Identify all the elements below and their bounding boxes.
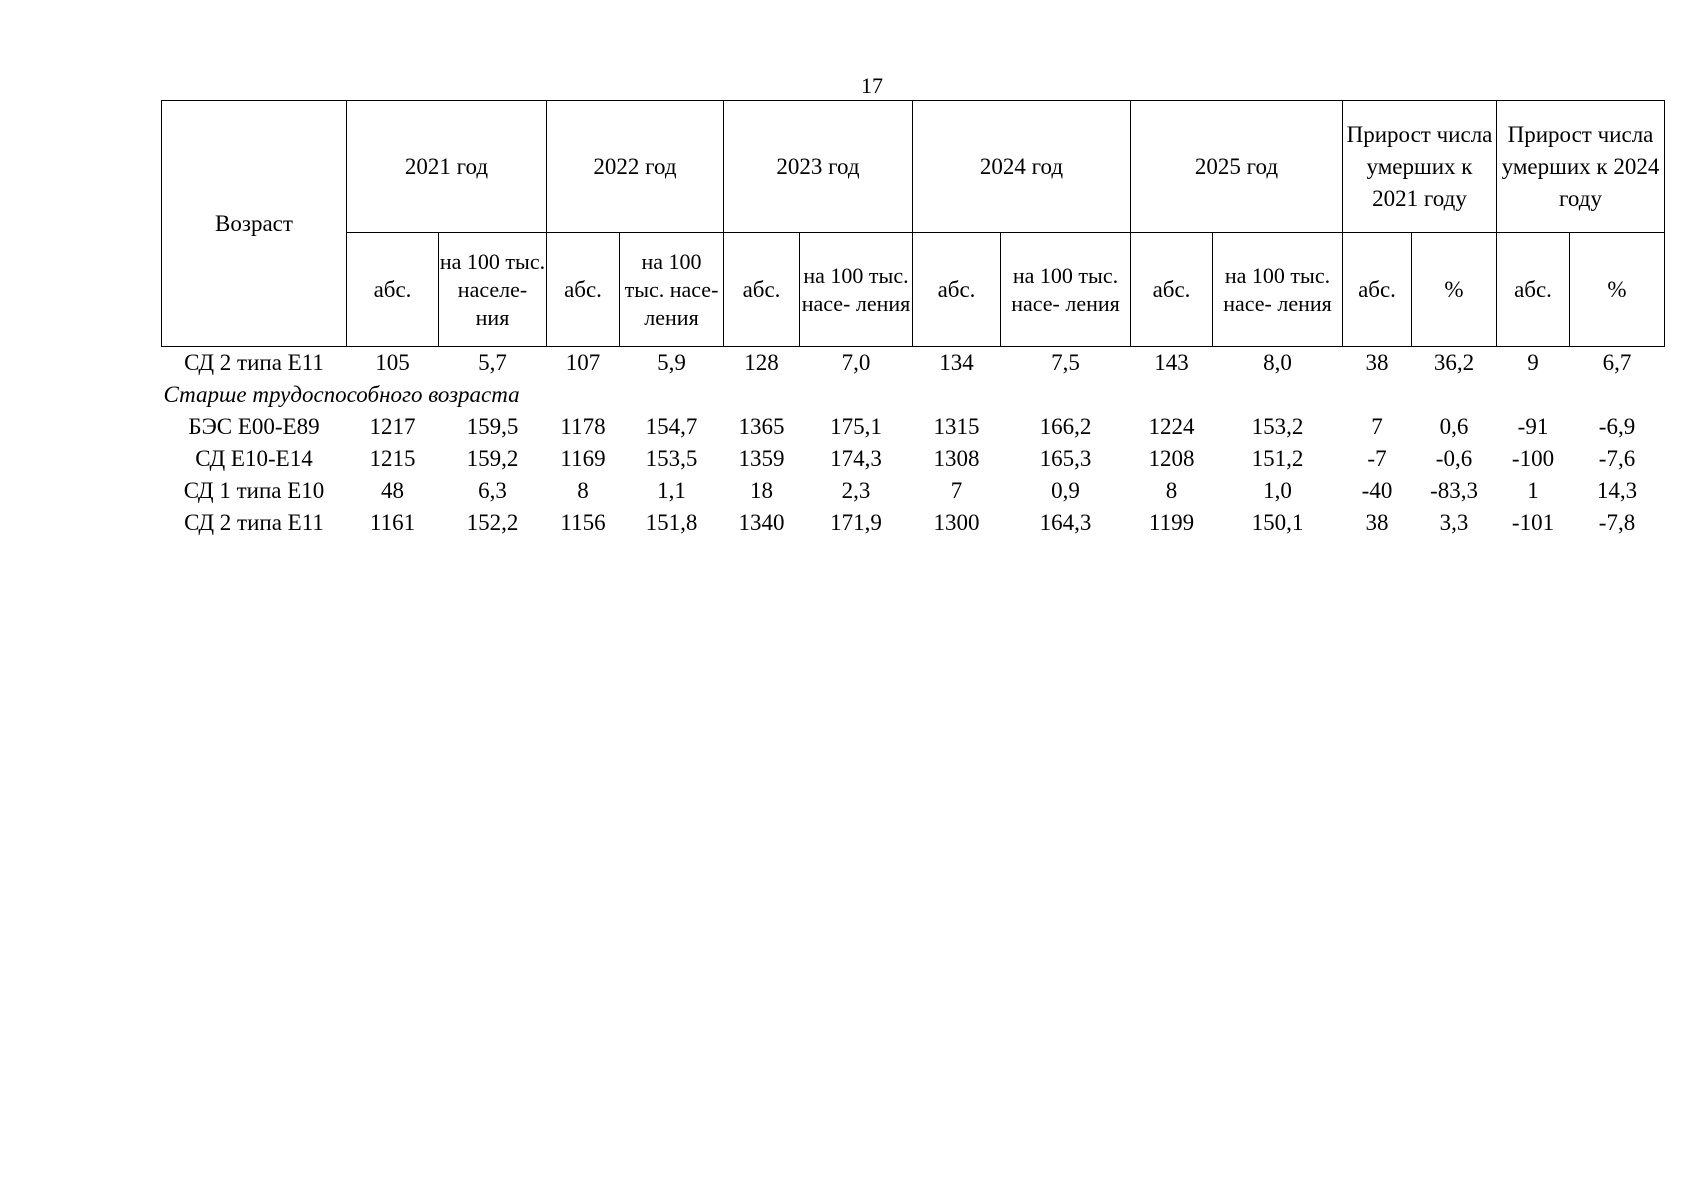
table-cell: 143 — [1154, 350, 1189, 376]
table-cell: -83,3 — [1430, 478, 1478, 503]
abs-subheader: абс. — [913, 233, 1001, 347]
table-cell: 1359 — [738, 446, 785, 471]
year-header: 2025 год — [1131, 101, 1343, 233]
table-cell: 1169 — [560, 446, 606, 471]
table-cell: 150,1 — [1251, 510, 1304, 535]
row-label: СД Е10-Е14 — [195, 446, 313, 471]
table-cell: 105 — [375, 350, 410, 376]
table-cell: 0,9 — [1051, 478, 1080, 503]
table-cell: 134 — [939, 350, 974, 376]
rate-subheader: на 100 тыс. насе- ления — [620, 233, 724, 347]
table-cell: 1178 — [560, 414, 606, 439]
table-cell: -100 — [1511, 446, 1555, 471]
rate-subheader: на 100 тыс. насе- ления — [1001, 233, 1131, 347]
year-header: 2024 год — [913, 101, 1131, 233]
table-body-top — [162, 347, 1665, 379]
growth-header: Прирост числа умерших к 2024 году — [1497, 101, 1665, 233]
table-cell: 36,2 — [1433, 350, 1475, 376]
table-cell: 152,2 — [466, 510, 519, 535]
table-cell: 38 — [1365, 510, 1389, 535]
abs-subheader: абс. — [724, 233, 800, 347]
table-cell: 1224 — [1148, 414, 1195, 439]
table-cell: 1365 — [738, 414, 785, 439]
percent-subheader: % — [1412, 233, 1497, 347]
table-body-bottom — [162, 411, 1665, 539]
year-header: 2022 год — [547, 101, 724, 233]
abs-subheader: абс. — [1343, 233, 1412, 347]
table-cell: 48 — [381, 478, 404, 503]
table-row — [162, 443, 1665, 475]
page-number: 17 — [861, 73, 883, 98]
table-cell: 3,3 — [1439, 510, 1469, 535]
year-header: 2021 год — [347, 101, 547, 233]
table-cell: 153,5 — [645, 446, 698, 471]
table-row — [162, 411, 1665, 443]
table-cell: 1,1 — [657, 478, 686, 503]
table-cell: 18 — [750, 478, 773, 503]
table-cell: -7,6 — [1598, 446, 1636, 471]
table-cell: 14,3 — [1596, 478, 1638, 503]
table-cell: -7,8 — [1598, 510, 1636, 535]
abs-subheader: абс. — [347, 233, 439, 347]
rate-subheader: на 100 тыс. насе- ления — [800, 233, 913, 347]
table-cell: -0,6 — [1435, 446, 1473, 471]
table-cell: -40 — [1361, 478, 1393, 503]
section-title — [162, 379, 1665, 411]
row-label: БЭС Е00-Е89 — [188, 414, 320, 439]
table-row — [162, 347, 1665, 379]
row-label: СД 1 типа Е10 — [183, 478, 325, 503]
table-cell: 5,7 — [478, 350, 507, 376]
table-cell: 7,0 — [841, 350, 871, 376]
table-cell: 6,7 — [1602, 350, 1632, 376]
table-cell: 107 — [565, 350, 601, 376]
section-title-text: Старше трудоспособного возраста — [163, 381, 520, 407]
table-row — [162, 507, 1665, 539]
table-cell: 166,2 — [1039, 414, 1092, 439]
table-cell: 174,3 — [830, 446, 882, 471]
table-cell: 1,0 — [1263, 478, 1292, 503]
table-cell: 1 — [1527, 478, 1539, 503]
table-cell: 1340 — [738, 510, 785, 535]
table-cell: 153,2 — [1251, 414, 1304, 439]
rate-subheader: на 100 тыс. насе- ления — [1213, 233, 1343, 347]
table-cell: -6,9 — [1598, 414, 1636, 439]
table-cell: 164,3 — [1039, 510, 1092, 535]
table-cell: 1300 — [933, 510, 980, 535]
table-cell: -7 — [1367, 446, 1387, 471]
abs-subheader: абс. — [547, 233, 620, 347]
table-cell: 1217 — [369, 414, 416, 439]
table-cell: 151,2 — [1251, 446, 1304, 471]
table-cell: 2,3 — [841, 478, 871, 503]
table-cell: 7 — [950, 478, 963, 503]
rate-subheader: на 100 тыс. населе- ния — [439, 233, 547, 347]
table-cell: 6,3 — [478, 478, 507, 503]
table-cell: 154,7 — [645, 414, 698, 439]
table-cell: 0,6 — [1439, 414, 1469, 439]
table-cell: 1156 — [560, 510, 606, 535]
table-cell: 171,9 — [830, 510, 882, 535]
table-cell: 159,2 — [466, 446, 519, 471]
table-cell: 1161 — [369, 510, 416, 535]
table-cell: 1315 — [933, 414, 980, 439]
table-cell: 7,5 — [1051, 350, 1080, 376]
table-cell: 8,0 — [1263, 350, 1292, 376]
table-cell: 159,5 — [466, 414, 519, 439]
table-row — [162, 475, 1665, 507]
year-header: 2023 год — [724, 101, 913, 233]
age-header: Возраст — [162, 101, 347, 347]
table-cell: 128 — [744, 350, 779, 376]
table-cell: 8 — [577, 478, 589, 503]
table-cell: 9 — [1527, 350, 1539, 376]
growth-header: Прирост числа умерших к 2021 году — [1343, 101, 1497, 233]
table-cell: 1215 — [369, 446, 416, 471]
abs-subheader: абс. — [1497, 233, 1570, 347]
table-cell: 1208 — [1148, 446, 1195, 471]
percent-subheader: % — [1570, 233, 1665, 347]
table-cell: 165,3 — [1039, 446, 1092, 471]
table-cell: 175,1 — [830, 414, 882, 439]
row-label: СД 2 типа Е11 — [184, 350, 324, 376]
table-cell: 1308 — [933, 446, 980, 471]
table-cell: -101 — [1511, 510, 1555, 535]
abs-subheader: абс. — [1131, 233, 1213, 347]
table-cell: 5,9 — [657, 350, 686, 376]
table-cell: -91 — [1517, 414, 1549, 439]
mortality-table — [161, 100, 1665, 539]
section-body — [162, 379, 1665, 411]
table-cell: 151,8 — [645, 510, 698, 535]
table-cell: 7 — [1371, 414, 1383, 439]
table-cell: 38 — [1365, 350, 1389, 376]
table-cell: 8 — [1165, 478, 1178, 503]
table-cell: 1199 — [1148, 510, 1195, 535]
row-label: СД 2 типа Е11 — [184, 510, 324, 535]
